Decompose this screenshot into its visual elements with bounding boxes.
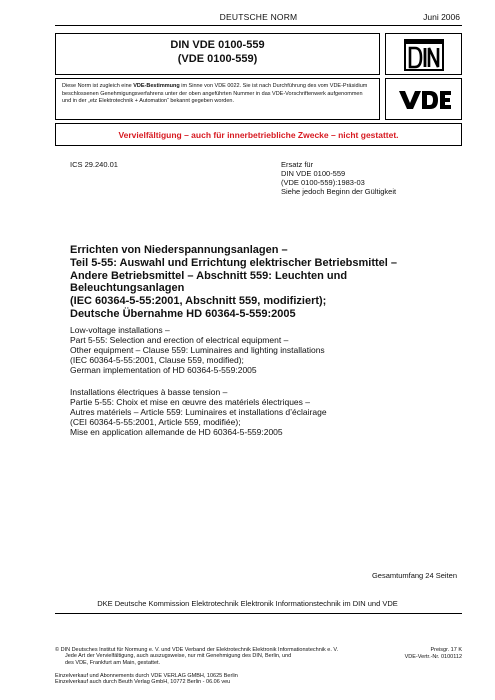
german-title-line: (IEC 60364-5-55:2001, Abschnitt 559, modifiziert); [70, 295, 327, 308]
vde-notice-box [55, 78, 380, 120]
copyright-notice [55, 647, 395, 666]
german-title-line: Beleuchtungsanlagen [70, 282, 185, 295]
german-title-line: Errichten von Niederspannungsanlagen – [70, 244, 288, 256]
english-title-line: Part 5-55: Selection and erection of electrical equipment – [70, 335, 289, 346]
english-title [70, 325, 450, 375]
dke-committee: DKE Deutsche Kommission Elektrotechnik Elektronik Informationstechnik im DIN und VDE [97, 599, 398, 608]
english-title-line: (IEC 60364-5-55:2001, Clause 559, modified); [70, 355, 244, 366]
vde-logo-icon [398, 90, 452, 110]
german-title-line: Andere Betriebsmittel – Abschnitt 559: Leuchten und [70, 269, 348, 282]
reproduction-warning-box [55, 123, 462, 146]
german-title [70, 244, 450, 321]
copyright-line: © DIN Deutsches Institut für Normung e. V. und VDE Verband der Elektrotechnik Elektronik Informationstechnik e. V. [55, 647, 339, 653]
header-divider [55, 25, 462, 26]
german-title-line: Deutsche Übernahme HD 60364-5-559:2005 [70, 307, 296, 320]
french-title-line: (CEI 60364-5-55:2001, Article 559, modifiée); [70, 417, 241, 428]
replacement-line: Ersatz für [281, 160, 314, 169]
vde-number: (VDE 0100-559) [177, 53, 258, 65]
ics-code: ICS 29.240.01 [70, 160, 118, 169]
order-number: VDE-Vertr.-Nr. 0100112 [404, 653, 462, 660]
french-title-line: Installations électriques à basse tension – [70, 387, 228, 397]
english-title-line: German implementation of HD 60364-5-559:2005 [70, 365, 257, 376]
copyright-line: Jede Art der Vervielfältigung, auch auszugsweise, nur mit Genehmigung des DIN, Berlin, und [65, 653, 292, 660]
price-info [405, 647, 462, 660]
reproduction-warning: Vervielfältigung – auch für innerbetriebliche Zwecke – nicht gestattet. [118, 130, 399, 140]
page-header [55, 8, 462, 26]
german-title-line: Teil 5-55: Auswahl und Errichtung elektrischer Betriebsmittel – [70, 256, 398, 269]
total-pages: Gesamtumfang 24 Seiten [371, 571, 457, 580]
din-logo-icon [404, 39, 444, 71]
standard-number-box [55, 33, 380, 75]
english-title-line: Other equipment – Clause 559: Luminaires and lighting installations [70, 345, 325, 356]
french-title-line: Autres matériels – Article 559: Luminaires et installations d’éclairage [70, 407, 327, 418]
replacement-line: (VDE 0100-559):1983-03 [281, 178, 365, 187]
sales-line: Einzelverkauf und Abonnements durch VDE VERLAG GMBH, 10625 Berlin [55, 673, 238, 679]
standard-number: DIN VDE 0100-559 [170, 39, 265, 51]
english-title-line: Low-voltage installations – [70, 325, 170, 335]
french-title-line: Partie 5-55: Choix et mise en œuvre des matériels électriques – [70, 397, 310, 408]
footer-divider [55, 613, 462, 614]
french-title [70, 387, 450, 437]
vde-bestimmung-emphasis: VDE-Bestimmung [133, 83, 180, 89]
french-title-line: Mise en application allemande de HD 60364-5-559:2005 [70, 427, 283, 438]
vde-notice-text: Diese Norm ist zugleich eine VDE-Bestimmung im Sinne von VDE 0022. Sie ist nach Durchführung des vom VDE-Präsidium beschlossenen Genehmigungsverfahrens unter der oben angeführten Nummer in das VDE-Vorschriftenwerk aufgenommen und in der „etz Elektrotechnik + Automation“ bekannt gegeben worden. [62, 83, 368, 104]
norm-type: DEUTSCHE NORM [219, 12, 298, 22]
vde-logo-box [385, 78, 462, 120]
replacement-info [281, 160, 396, 196]
replacement-line: Siehe jedoch Beginn der Gültigkeit [281, 187, 397, 196]
sales-line: Einzelverkauf auch durch Beuth Verlag GmbH, 10772 Berlin - 06.06 veu [55, 679, 231, 686]
din-logo-box [385, 33, 462, 75]
issue-date: Juni 2006 [423, 12, 460, 22]
price-group: Preisgr. 17 K [430, 647, 462, 653]
copyright-line: des VDE, Frankfurt am Main, gestattet. [65, 659, 161, 666]
sales-info [55, 673, 238, 686]
replacement-line: DIN VDE 0100-559 [281, 169, 346, 178]
